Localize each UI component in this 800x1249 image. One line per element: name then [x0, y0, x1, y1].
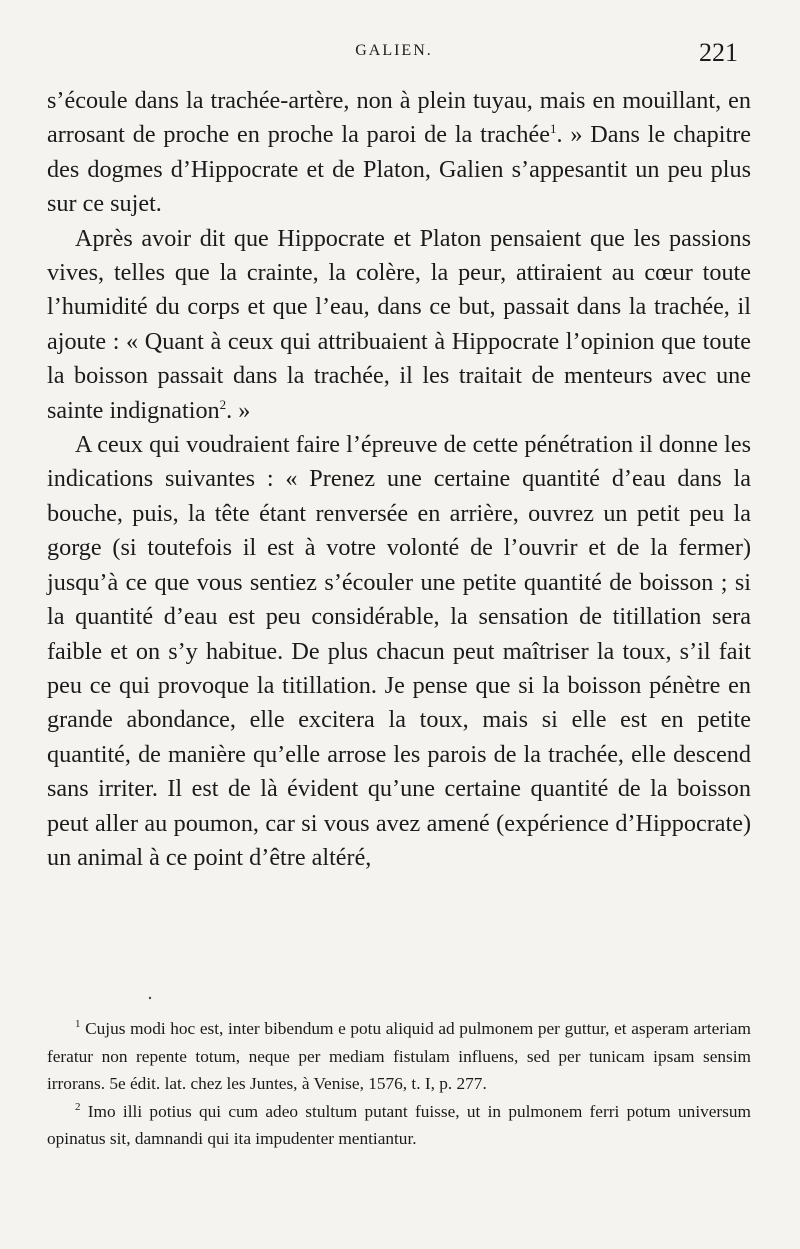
footnote-text: Imo illi potius qui cum adeo stultum putant fuisse, ut in pulmonem ferri potum universum opinatus sit, damnandi qui ita impudenter mentiantur. [47, 1101, 751, 1149]
footnote-separator-mark [148, 996, 152, 1000]
footnote-text: Cujus modi hoc est, inter bibendum e potu aliquid ad pulmonem per guttur, et asperam arteriam feratur non repente totum, neque per mediam fistulam influens, sed per tunicam ipsam sensim irrorans. 5e édit. lat. chez les Juntes, à Venise, 1576, t. I, p. 277. [47, 1019, 751, 1094]
running-title: GALIEN. [355, 42, 433, 59]
running-head [50, 38, 738, 68]
paragraph-3 [47, 428, 751, 875]
paragraph-text: . » [226, 396, 251, 424]
paragraph-2 [47, 222, 751, 428]
footnote-ref-1: 1 [549, 121, 557, 137]
page-number: 221 [699, 38, 738, 67]
footnote-1 [47, 1015, 751, 1098]
paragraph-text: A ceux qui voudraient faire l’épreuve de cette pénétration il donne les indications suivantes : « Prenez une certaine quantité d’eau dans la bouche, puis, la tête étant renversée en arrière, ouvrez un petit peu la gorge (si toutefois il est à votre volonté de l’ouvrir et de la fermer) jusqu’à ce que vous sentiez s’écouler une petite quantité de boisson ; si la quantité d’eau est peu considérable, la sensation de titillation sera faible et on s’y habitue. De plus chacun peut maîtriser la toux, s’il fait peu ce qui provoque la titillation. Je pense que si la boisson pénètre en grande abondance, elle excitera la toux, mais si elle est en petite quantité, de manière qu’elle arrose les parois de la trachée, elle descend sans irriter. Il est de là évident qu’une certaine quantité de la boisson peut aller au poumon, car si vous avez amené (expérience d’Hippocrate) un animal à ce point d’être altéré, [47, 431, 751, 871]
body-text [47, 84, 751, 875]
footnote-ref-2: 2 [219, 396, 227, 412]
paragraph-text: . » Dans le chapitre des dogmes d’Hippocrate et de Platon, Galien s’appesantit un peu plus sur ce sujet. [47, 121, 751, 218]
paragraph-text: Après avoir dit que Hippocrate et Platon pensaient que les passions vives, telles que la crainte, la colère, la peur, attiraient au cœur toute l’humidité du corps et que l’eau, dans ce but, passait dans la trachée, il ajoute : « Quant à ceux qui attribuaient à Hippocrate l’opinion que toute la boisson passait dans la trachée, il les traitait de menteurs avec une sainte indignation [47, 224, 751, 424]
footnotes [47, 1015, 751, 1153]
footnote-marker: 1 [75, 1018, 81, 1031]
paragraph-text: s’écoule dans la trachée-artère, non à plein tuyau, mais en mouillant, en arrosant de proche en proche la paroi de la trachée [47, 87, 751, 149]
footnote-marker: 2 [75, 1101, 81, 1114]
paragraph-1 [47, 84, 751, 222]
footnote-2 [47, 1098, 751, 1153]
